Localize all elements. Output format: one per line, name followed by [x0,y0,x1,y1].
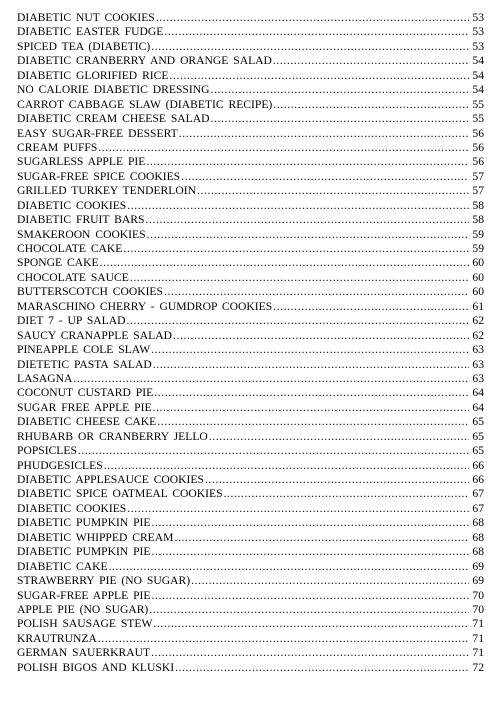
toc-entry-title: DIABETIC CHEESE CAKE [17,415,157,429]
toc-entry [17,343,484,357]
toc-entry-page-number: 70 [472,588,484,602]
toc-entry-page-number: 69 [472,559,484,573]
dot-leader [154,386,469,400]
toc-entry [17,589,484,603]
toc-entry-page-number: 61 [472,299,484,313]
toc-entry-title: SUGAR-FREE SPICE COOKIES [17,169,181,183]
toc-entry [17,98,484,112]
toc-entry-title: POLISH SAUSAGE STEW [17,617,153,631]
dot-leader [78,444,469,458]
toc-entry [17,242,484,256]
toc-entry [17,632,484,646]
toc-entry-page-number: 68 [472,516,484,530]
toc-entry-title: DIABETIC GLORIFIED RICE [17,68,169,82]
toc-entry-page-number: 64 [472,386,484,400]
toc-entry-title: NO CALORIE DIABETIC DRESSING [17,83,210,97]
toc-entry-page-number: 72 [472,660,484,674]
toc-entry-page-number: 60 [472,270,484,284]
toc-entry-title: SUGAR-FREE APPLE PIE [17,588,151,602]
toc-entry-page-number: 55 [472,97,484,111]
toc-entry [17,430,484,444]
toc-entry [17,170,484,184]
toc-entry-page-number: 59 [472,242,484,255]
dot-leader [157,415,469,429]
toc-entry [17,646,484,660]
toc-entry-page-number: 54 [472,83,484,97]
dot-leader [123,242,469,256]
toc-entry [17,531,484,545]
dot-leader [224,487,469,501]
toc-entry [17,285,484,299]
toc-entry-page-number: 70 [472,602,484,616]
dot-leader [153,401,469,415]
toc-entry [17,83,484,97]
toc-entry-title: POLISH BIGOS AND KLUSKI [17,660,175,674]
dot-leader [210,83,469,97]
toc-entry [17,487,484,501]
dot-leader [147,228,469,242]
dot-leader [145,213,469,227]
toc-entry-page-number: 56 [472,155,484,169]
dot-leader [179,127,469,141]
toc-entry-title: KRAUTRUNZA [17,631,97,645]
dot-leader [127,199,469,213]
toc-entry [17,459,484,473]
toc-entry-page-number: 65 [472,415,484,429]
toc-entry-page-number: 71 [472,617,484,631]
toc-entry-page-number: 56 [472,140,484,154]
dot-leader [151,516,469,530]
dot-leader [273,98,469,112]
toc-entry-page-number: 53 [472,39,484,53]
dot-leader [151,343,469,357]
toc-entry-title: DIABETIC SPICE OATMEAL COOKIES [17,487,223,501]
toc-entry [17,271,484,285]
toc-entry-page-number: 68 [472,545,484,559]
toc-entry-title: PHUDGESICLES [17,458,103,472]
toc-entry-page-number: 66 [472,458,484,472]
toc-entry-title: SAUCY CRANAPPLE SALAD [17,328,172,342]
toc-entry [17,69,484,83]
toc-entry-page-number: 54 [472,68,484,82]
dot-leader [100,256,469,270]
toc-entry-page-number: 69 [472,574,484,588]
toc-entry-page-number: 68 [472,530,484,544]
toc-entry-title: CREAM PUFFS [17,140,98,154]
toc-entry-page-number: 64 [472,400,484,414]
toc-entry [17,256,484,270]
toc-entry [17,444,484,458]
dot-leader [273,54,469,68]
dot-leader [156,11,469,25]
toc-entry-title: CHOCOLATE SAUCE [17,270,129,284]
toc-entry-title: DIABETIC CREAM CHEESE SALAD [17,112,210,126]
toc-entry-title: DIABETIC APPLESAUCE COOKIES [17,473,204,486]
toc-entry-title: EASY SUGAR-FREE DESSERT [17,126,178,140]
toc-entry-title: SUGARLESS APPLE PIE [17,155,146,169]
toc-entry [17,54,484,68]
toc-entry [17,661,484,675]
toc-entry [17,415,484,429]
dot-leader [164,25,469,39]
toc-entry [17,502,484,516]
toc-entry-title: GRILLED TURKEY TENDERLOIN [17,184,196,198]
toc-entry-title: APPLE PIE (NO SUGAR) [17,602,149,616]
dot-leader [130,271,469,285]
dot-leader [209,430,469,444]
toc-entry [17,314,484,328]
dot-leader [174,531,469,545]
dot-leader [273,300,469,314]
table-of-contents [17,11,484,675]
toc-entry-title: COCONUT CUSTARD PIE [17,386,154,400]
dot-leader [153,617,469,631]
dot-leader [151,589,469,603]
toc-entry-page-number: 62 [472,328,484,342]
toc-entry-title: STRAWBERRY PIE (NO SUGAR) [17,574,191,588]
toc-entry-page-number: 53 [472,25,484,39]
dot-leader [175,661,469,675]
toc-entry [17,386,484,400]
toc-entry-page-number: 58 [472,198,484,212]
toc-entry-title: DIABETIC PUMPKIN PIE [17,516,151,530]
toc-entry-page-number: 59 [472,227,484,241]
toc-entry-title: DIETETIC PASTA SALAD [17,357,152,371]
toc-entry [17,141,484,155]
dot-leader [73,372,469,386]
toc-entry-page-number: 63 [472,357,484,371]
toc-entry-title: MARASCHINO CHERRY - GUMDROP COOKIES [17,299,273,313]
toc-entry-title: DIABETIC WHIPPED CREAM [17,530,174,544]
toc-entry [17,401,484,415]
toc-entry-page-number: 65 [472,429,484,443]
toc-entry-title: CHOCOLATE CAKE [17,242,123,255]
toc-entry-page-number: 57 [472,169,484,183]
toc-entry [17,300,484,314]
toc-entry-page-number: 53 [472,11,484,24]
dot-leader [126,314,469,328]
toc-entry [17,155,484,169]
dot-leader [164,285,469,299]
toc-entry-page-number: 55 [472,112,484,126]
toc-entry [17,213,484,227]
toc-entry-title: CARROT CABBAGE SLAW (DIABETIC RECIPE) [17,97,273,111]
toc-entry [17,112,484,126]
toc-entry-title: DIABETIC PUMPKIN PIE [17,545,151,559]
toc-entry [17,358,484,372]
toc-entry [17,473,484,487]
toc-entry-title: LASAGNA [17,371,73,385]
dot-leader [210,112,469,126]
toc-entry [17,545,484,559]
toc-entry [17,11,484,25]
toc-entry-page-number: 67 [472,501,484,515]
toc-entry-page-number: 71 [472,646,484,660]
toc-entry-title: GERMAN SAUERKRAUT [17,646,151,660]
dot-leader [109,560,469,574]
toc-entry-title: DIET 7 - UP SALAD [17,314,126,328]
dot-leader [151,545,469,559]
toc-entry [17,127,484,141]
dot-leader [170,69,470,83]
dot-leader [146,155,469,169]
dot-leader [127,502,469,516]
toc-entry-title: POPSICLES [17,444,77,458]
toc-entry [17,40,484,54]
toc-entry-page-number: 71 [472,631,484,645]
toc-entry-page-number: 63 [472,343,484,357]
toc-entry-page-number: 63 [472,371,484,385]
toc-entry-title: BUTTERSCOTCH COOKIES [17,285,163,299]
toc-entry [17,199,484,213]
toc-entry-title: DIABETIC COOKIES [17,501,127,515]
toc-entry-page-number: 60 [472,285,484,299]
toc-entry-title: SMAKEROON COOKIES [17,227,146,241]
dot-leader [191,574,469,588]
toc-entry [17,617,484,631]
toc-entry [17,574,484,588]
toc-entry-title: RHUBARB OR CRANBERRY JELLO [17,429,208,443]
toc-entry [17,329,484,343]
dot-leader [205,473,469,487]
toc-entry-title: DIABETIC FRUIT BARS [17,213,145,227]
dot-leader [98,632,469,646]
toc-entry [17,372,484,386]
toc-entry-title: DIABETIC COOKIES [17,198,127,212]
toc-entry-title: SUGAR FREE APPLE PIE [17,400,152,414]
toc-entry-page-number: 62 [472,314,484,328]
toc-entry [17,603,484,617]
toc-entry-page-number: 58 [472,213,484,227]
dot-leader [149,603,469,617]
toc-entry-title: SPONGE CAKE [17,256,99,270]
toc-entry [17,560,484,574]
toc-entry-title: DIABETIC CRANBERRY AND ORANGE SALAD [17,54,272,68]
dot-leader [173,329,469,343]
toc-entry [17,228,484,242]
toc-entry-title: PINEAPPLE COLE SLAW [17,343,151,357]
toc-entry-page-number: 67 [472,487,484,501]
toc-entry-page-number: 56 [472,126,484,140]
dot-leader [153,358,469,372]
toc-entry-title: DIABETIC NUT COOKIES [17,11,155,24]
toc-entry [17,25,484,39]
dot-leader [197,184,469,198]
dot-leader [104,459,469,473]
toc-entry-title: SPICED TEA (DIABETIC) [17,39,151,53]
toc-entry-page-number: 60 [472,256,484,270]
toc-entry [17,184,484,198]
toc-entry-title: DIABETIC EASTER FUDGE [17,25,164,39]
dot-leader [151,646,469,660]
toc-entry-page-number: 57 [472,184,484,198]
toc-entry-page-number: 54 [472,54,484,68]
toc-entry-page-number: 66 [472,473,484,486]
dot-leader [98,141,469,155]
toc-entry [17,516,484,530]
toc-entry-title: DIABETIC CAKE [17,559,108,573]
dot-leader [151,40,469,54]
dot-leader [181,170,469,184]
toc-entry-page-number: 65 [472,444,484,458]
